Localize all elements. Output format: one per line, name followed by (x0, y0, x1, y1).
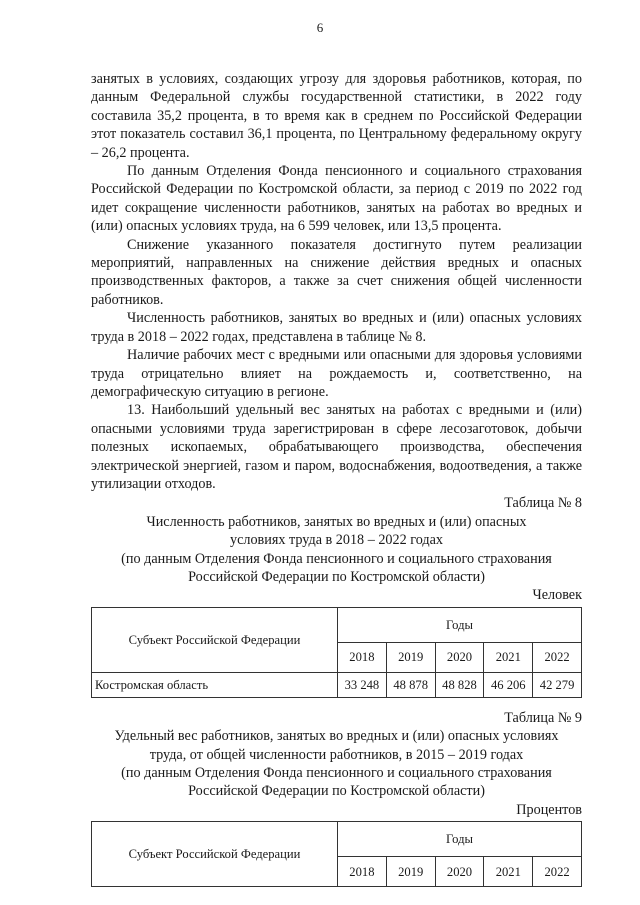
value-cell: 48 878 (386, 672, 435, 697)
table-9-title-line: (по данным Отделения Фонда пенсионного и социального страхования (121, 765, 552, 781)
value-cell: 48 828 (435, 672, 484, 697)
years-header-cell: Годы (338, 822, 582, 857)
year-cell: 2019 (386, 642, 435, 672)
table-9-units: Процентов (516, 801, 582, 818)
table-9-title-line: Удельный вес работников, занятых во вредных и (или) опасных условиях (114, 728, 559, 745)
paragraph: Численность работников, занятых во вредных и (или) опасных условиях труда в 2018 – 2022 годах, представлена в таблице № 8. (91, 310, 582, 345)
table-9-title (91, 727, 582, 801)
table-8-label: Таблица № 8 (504, 495, 582, 512)
value-cell: 33 248 (338, 672, 387, 697)
year-cell: 2022 (533, 642, 582, 672)
subject-cell: Костромская область (92, 672, 338, 697)
table-9-label: Таблица № 9 (504, 709, 582, 726)
year-cell: 2018 (338, 642, 387, 672)
year-cell: 2018 (338, 857, 387, 887)
year-cell: 2019 (386, 857, 435, 887)
year-cell: 2021 (484, 857, 533, 887)
table-8-title (91, 513, 582, 587)
paragraph: 13. Наибольший удельный вес занятых на работах с вредными и (или) опасными условиями труда зарегистрирован в сфере лесозаготовок, добычи полезных ископаемых, обрабатывающего производства, обеспечения электрической энергией, газом и паром, водоснабжения, водоотведения, а также утилизации отходов. (91, 402, 582, 492)
table-9-title-line: Российской Федерации по Костромской области) (188, 783, 485, 800)
years-header-cell: Годы (338, 607, 582, 642)
table-8-units: Человек (532, 587, 582, 604)
value-cell: 46 206 (484, 672, 533, 697)
table-8 (91, 607, 582, 698)
table-8-title-line: Численность работников, занятых во вредных и (или) опасных (146, 513, 527, 530)
year-cell: 2021 (484, 642, 533, 672)
page-number: 6 (316, 20, 324, 35)
paragraph: Снижение указанного показателя достигнуто путем реализации мероприятий, направленных на снижение действия вредных и опасных производственных факторов, а также за счет снижения общей численности работников. (91, 236, 582, 308)
paragraph: По данным Отделения Фонда пенсионного и социального страхования Российской Федерации по Костромской области, за период с 2019 по 2022 год идет сокращение численности работников, занятых на работах во вредных и (или) опасных условиях труда, на 6 599 человек, или 13,5 процента. (91, 163, 582, 235)
year-cell: 2020 (435, 857, 484, 887)
year-cell: 2022 (533, 857, 582, 887)
value-cell: 42 279 (533, 672, 582, 697)
paragraph: занятых в условиях, создающих угрозу для здоровья работников, которая, по данным Федеральной службы государственной статистики, в 2022 году составила 35,2 процента, в то время как в среднем по Российской Федерации этот показатель составил 36,1 процента, по Центральному федеральному округу – 26,2 процента. (91, 71, 582, 161)
table-9 (91, 821, 582, 887)
table-row (92, 672, 582, 697)
document-body (91, 70, 582, 887)
table-8-title-line: условиях труда в 2018 – 2022 годах (229, 532, 444, 549)
subject-header-cell: Субъект Российской Федерации (92, 822, 338, 887)
table-9-title-line: труда, от общей численности работников, в 2015 – 2019 годах (149, 746, 524, 763)
year-cell: 2020 (435, 642, 484, 672)
table-8-title-line: (по данным Отделения Фонда пенсионного и социального страхования (121, 550, 552, 567)
paragraph: Наличие рабочих мест с вредными или опасными для здоровья условиями труда отрицательно влияет на рождаемость и, соответственно, на демографическую ситуацию в регионе. (91, 347, 582, 400)
subject-header-cell: Субъект Российской Федерации (92, 607, 338, 672)
table-8-title-line: Российской Федерации по Костромской области) (188, 568, 485, 585)
